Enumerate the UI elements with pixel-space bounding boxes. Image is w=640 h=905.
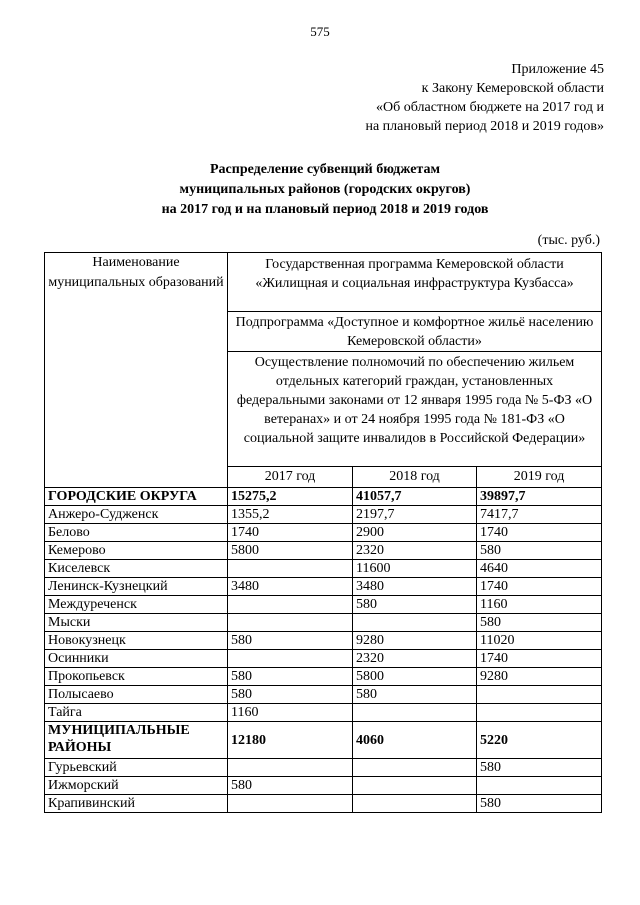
header-name-column: Наименование муниципальных образований	[45, 253, 228, 488]
value-2017: 1740	[228, 524, 353, 542]
row-name: ГОРОДСКИЕ ОКРУГА	[45, 488, 228, 506]
table-row	[45, 596, 602, 614]
value-2018	[353, 614, 477, 632]
value-2017	[228, 560, 353, 578]
value-2018: 3480	[353, 578, 477, 596]
value-2019: 1740	[477, 650, 602, 668]
appendix-block	[274, 60, 604, 136]
table-row	[45, 686, 602, 704]
row-name: Полысаево	[45, 686, 228, 704]
value-2019: 7417,7	[477, 506, 602, 524]
table-row	[45, 668, 602, 686]
value-2017: 1160	[228, 704, 353, 722]
table-row	[45, 506, 602, 524]
value-2018	[353, 704, 477, 722]
value-2018: 4060	[353, 722, 477, 759]
table-row-total	[45, 722, 602, 759]
title-line: на 2017 год и на плановый период 2018 и 2019 годов	[161, 202, 489, 217]
value-2017	[228, 795, 353, 813]
header-program: Государственная программа Кемеровской области «Жилищная и социальная инфраструктура Кузбасса»	[228, 253, 602, 312]
row-name: Тайга	[45, 704, 228, 722]
appendix-line: на плановый период 2018 и 2019 годов»	[365, 119, 604, 134]
value-2019: 580	[477, 795, 602, 813]
value-2018	[353, 777, 477, 795]
row-name: Прокопьевск	[45, 668, 228, 686]
row-name: Киселевск	[45, 560, 228, 578]
value-2019: 9280	[477, 668, 602, 686]
appendix-line: к Закону Кемеровской области	[421, 81, 604, 96]
value-2018: 2197,7	[353, 506, 477, 524]
units-label: (тыс. руб.)	[537, 233, 600, 248]
value-2018	[353, 759, 477, 777]
value-2017	[228, 650, 353, 668]
value-2019: 580	[477, 614, 602, 632]
header-measure: Осуществление полномочий по обеспечению жильем отдельных категорий граждан, установленных федеральными законами от 12 января 1995 года № 5-ФЗ «О ветеранах» и от 24 ноября 1995 года № 181-ФЗ «О социальной защите инвалидов в Российской Федерации»	[228, 352, 602, 467]
value-2018: 2900	[353, 524, 477, 542]
value-2018: 41057,7	[353, 488, 477, 506]
table-row	[45, 542, 602, 560]
document-title	[60, 160, 590, 220]
page-number: 575	[310, 24, 330, 39]
table-row	[45, 560, 602, 578]
value-2018: 580	[353, 686, 477, 704]
value-2017	[228, 596, 353, 614]
header-year-2019: 2019 год	[477, 467, 602, 488]
value-2017: 580	[228, 686, 353, 704]
subsidy-table	[44, 252, 602, 813]
value-2017	[228, 759, 353, 777]
value-2019: 1160	[477, 596, 602, 614]
row-name: Гурьевский	[45, 759, 228, 777]
header-year-2018: 2018 год	[353, 467, 477, 488]
value-2019: 1740	[477, 578, 602, 596]
value-2019	[477, 777, 602, 795]
value-2018	[353, 795, 477, 813]
title-line: муниципальных районов (городских округов)	[179, 182, 471, 197]
table-row	[45, 704, 602, 722]
row-name: Осинники	[45, 650, 228, 668]
row-name: Междуреченск	[45, 596, 228, 614]
value-2017: 3480	[228, 578, 353, 596]
table-row	[45, 777, 602, 795]
value-2019	[477, 704, 602, 722]
value-2017: 1355,2	[228, 506, 353, 524]
table-row	[45, 578, 602, 596]
header-subprogram: Подпрограмма «Доступное и комфортное жильё населению Кемеровской области»	[228, 312, 602, 352]
table-row-total	[45, 488, 602, 506]
table-row	[45, 614, 602, 632]
value-2017: 5800	[228, 542, 353, 560]
row-name: МУНИЦИПАЛЬНЫЕ РАЙОНЫ	[45, 722, 228, 759]
appendix-line: Приложение 45	[511, 62, 604, 77]
value-2019	[477, 686, 602, 704]
header-year-2017: 2017 год	[228, 467, 353, 488]
row-name: Крапивинский	[45, 795, 228, 813]
row-name: Белово	[45, 524, 228, 542]
table-row	[45, 759, 602, 777]
row-name: Ленинск-Кузнецкий	[45, 578, 228, 596]
value-2018: 9280	[353, 632, 477, 650]
value-2017	[228, 614, 353, 632]
table-row	[45, 650, 602, 668]
appendix-line: «Об областном бюджете на 2017 год и	[376, 100, 604, 115]
value-2018: 2320	[353, 542, 477, 560]
row-name: Кемерово	[45, 542, 228, 560]
value-2019: 5220	[477, 722, 602, 759]
value-2017: 12180	[228, 722, 353, 759]
value-2018: 5800	[353, 668, 477, 686]
row-name: Мыски	[45, 614, 228, 632]
row-name: Анжеро-Судженск	[45, 506, 228, 524]
value-2019: 39897,7	[477, 488, 602, 506]
table-row	[45, 524, 602, 542]
value-2019: 580	[477, 759, 602, 777]
value-2019: 11020	[477, 632, 602, 650]
value-2017: 15275,2	[228, 488, 353, 506]
table-row	[45, 632, 602, 650]
value-2017: 580	[228, 668, 353, 686]
value-2019: 4640	[477, 560, 602, 578]
row-name: Новокузнецк	[45, 632, 228, 650]
value-2017: 580	[228, 777, 353, 795]
title-line: Распределение субвенций бюджетам	[210, 162, 440, 177]
value-2018: 11600	[353, 560, 477, 578]
value-2018: 580	[353, 596, 477, 614]
value-2018: 2320	[353, 650, 477, 668]
value-2019: 1740	[477, 524, 602, 542]
value-2019: 580	[477, 542, 602, 560]
value-2017: 580	[228, 632, 353, 650]
row-name: Ижморский	[45, 777, 228, 795]
table-row	[45, 795, 602, 813]
